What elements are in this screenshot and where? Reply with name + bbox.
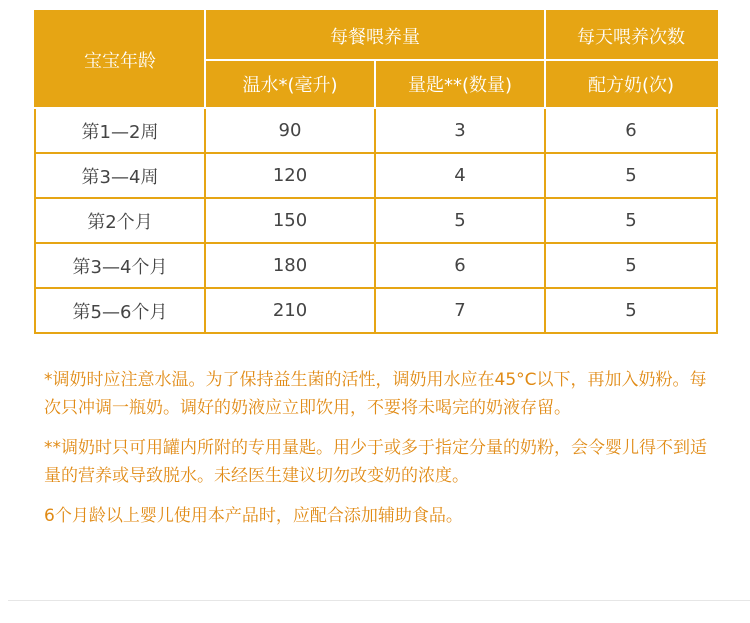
supplementary-food-note: 6个月龄以上婴儿使用本产品时，应配合添加辅助食品。 bbox=[44, 506, 463, 526]
header-row-1 bbox=[35, 11, 717, 60]
table-row bbox=[35, 153, 717, 198]
age-cell: 第1—2周 bbox=[35, 108, 205, 153]
times-cell: 6 bbox=[545, 108, 717, 153]
formula-column-header: 配方奶(次) bbox=[545, 60, 717, 108]
times-cell: 5 bbox=[545, 198, 717, 243]
scoop-cell: 7 bbox=[375, 288, 545, 333]
per-meal-header: 每餐喂养量 bbox=[205, 11, 545, 60]
per-day-header: 每天喂养次数 bbox=[545, 11, 717, 60]
water-cell: 90 bbox=[205, 108, 375, 153]
age-cell: 第3—4个月 bbox=[35, 243, 205, 288]
water-cell: 180 bbox=[205, 243, 375, 288]
water-cell: 210 bbox=[205, 288, 375, 333]
scoop-cell: 6 bbox=[375, 243, 545, 288]
table-row bbox=[35, 108, 717, 153]
table-row bbox=[35, 288, 717, 333]
scoop-cell: 5 bbox=[375, 198, 545, 243]
times-cell: 5 bbox=[545, 153, 717, 198]
scoop-cell: 3 bbox=[375, 108, 545, 153]
table-row bbox=[35, 243, 717, 288]
water-temperature-note: *调奶时应注意水温。为了保持益生菌的活性，调奶用水应在45°C以下，再加入奶粉。每次只冲调一瓶奶。调好的奶液应立即饮用，不要将未喝完的奶液存留。 bbox=[44, 370, 707, 418]
age-column-header: 宝宝年龄 bbox=[35, 11, 205, 108]
table-row bbox=[35, 198, 717, 243]
water-cell: 120 bbox=[205, 153, 375, 198]
times-cell: 5 bbox=[545, 243, 717, 288]
age-cell: 第5—6个月 bbox=[35, 288, 205, 333]
water-cell: 150 bbox=[205, 198, 375, 243]
scoop-cell: 4 bbox=[375, 153, 545, 198]
table-body bbox=[35, 108, 717, 333]
age-cell: 第2个月 bbox=[35, 198, 205, 243]
table-header bbox=[35, 11, 717, 108]
water-column-header: 温水*(毫升) bbox=[205, 60, 375, 108]
notes-section bbox=[44, 366, 716, 542]
feeding-table bbox=[34, 10, 718, 334]
bottom-divider bbox=[8, 600, 750, 601]
scoop-column-header: 量匙**(数量) bbox=[375, 60, 545, 108]
times-cell: 5 bbox=[545, 288, 717, 333]
age-cell: 第3—4周 bbox=[35, 153, 205, 198]
scoop-usage-note: **调奶时只可用罐内所附的专用量匙。用少于或多于指定分量的奶粉，会令婴儿得不到适量的营养或导致脱水。未经医生建议切勿改变奶的浓度。 bbox=[44, 438, 707, 486]
